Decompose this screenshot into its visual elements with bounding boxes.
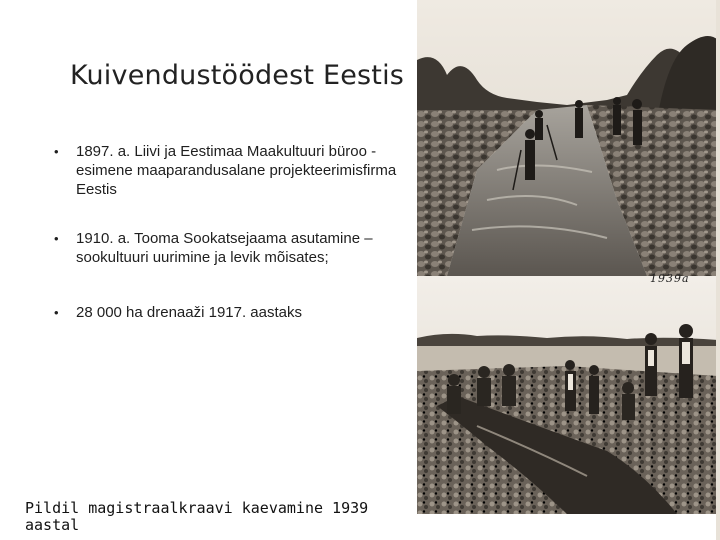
page-edge [716,0,720,540]
bullet-text: 1897. a. Liivi ja Eestimaa Maakultuuri büroo - esimene maaparandusalane projekteerimisfirma Eestis [76,143,397,198]
bullet-marker: • [54,305,59,320]
bullet-text: 1910. a. Tooma Sookatsejaama asutamine – sookultuuri uurimine ja levik mõisates; [76,230,373,266]
slide-title: Kuivendustöödest Eestis [69,60,405,91]
ditch-stream-photo [417,0,718,276]
bullet-list [40,142,412,322]
bullet-item [40,142,412,199]
ditch-diggers-photo [417,276,718,514]
bullet-marker: • [54,231,59,246]
bullet-marker: • [54,144,59,159]
bullet-text: 28 000 ha drenaaži 1917. aastaks [76,304,303,321]
photo-year-stamp: 1939a [650,272,690,285]
photo-caption: Pildil magistraalkraavi kaevamine 1939 aastal [25,499,369,534]
bullet-item [40,229,412,267]
bullet-item [40,303,412,322]
